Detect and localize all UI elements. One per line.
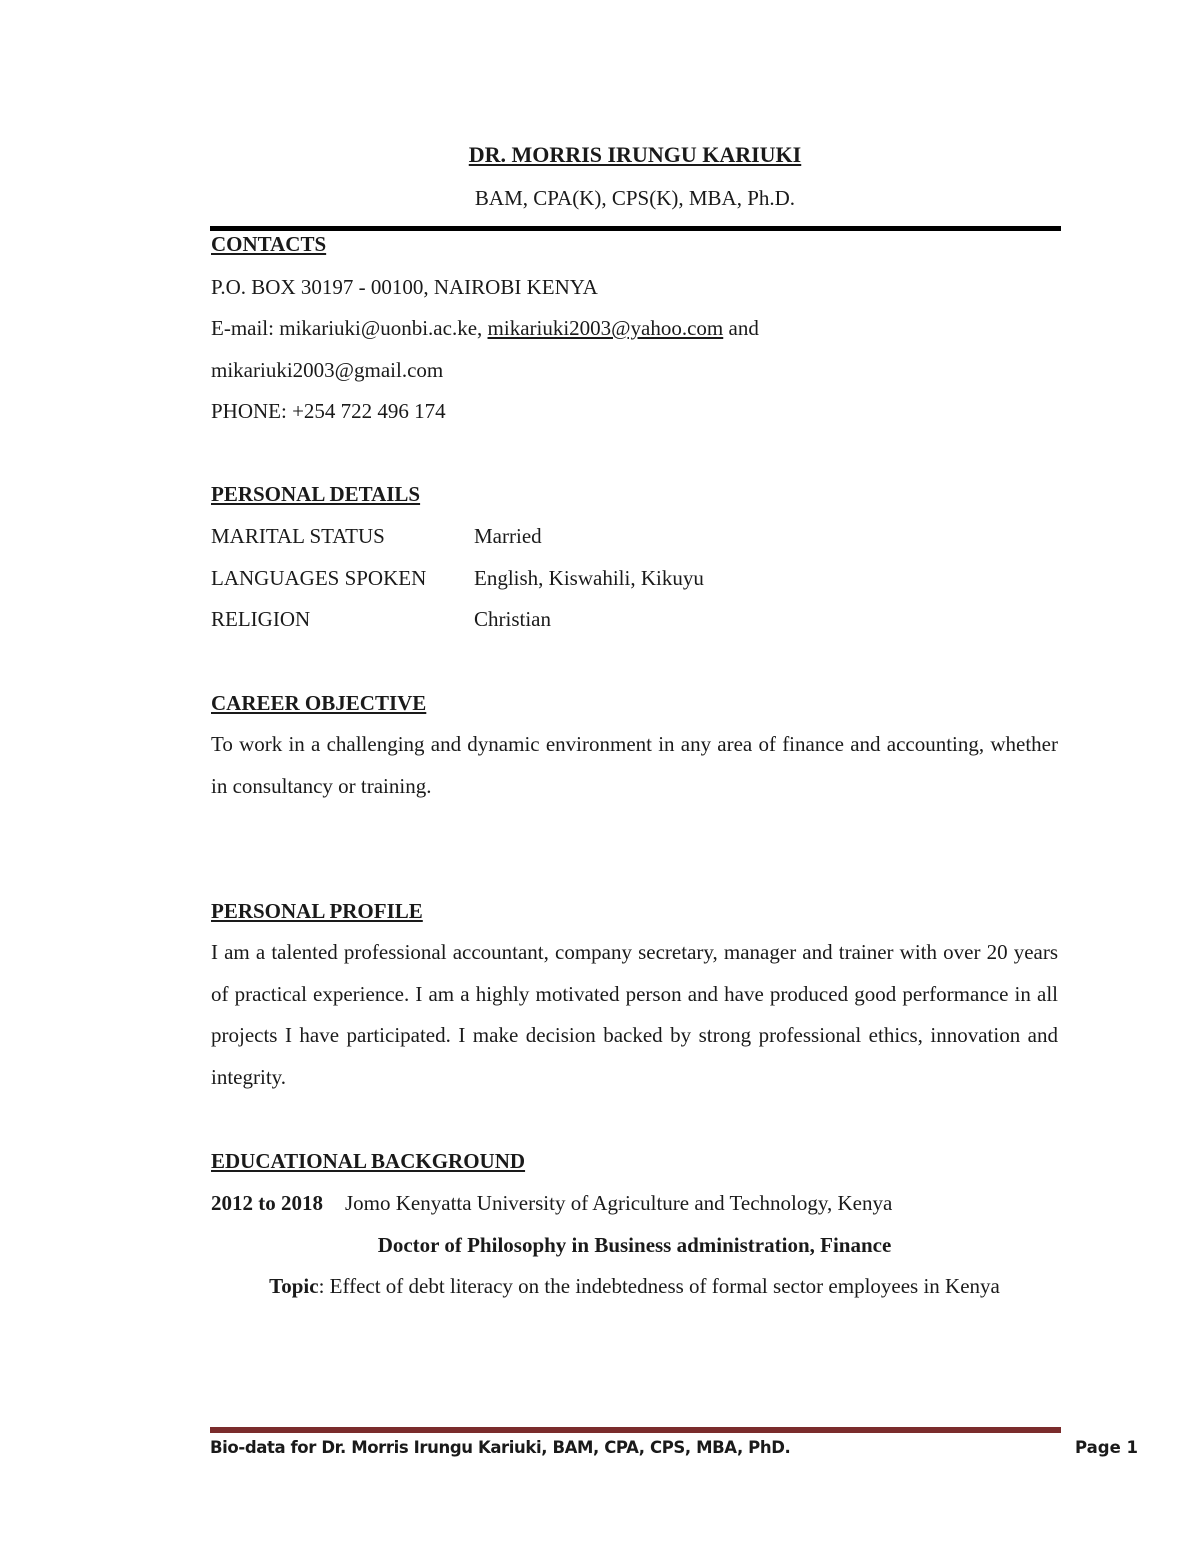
detail-label-languages: LANGUAGES SPOKEN — [211, 566, 427, 590]
career-objective-text: To work in a challenging and dynamic environment in any area of finance and accounting, whether in consultancy or training. — [211, 732, 1058, 798]
education-topic-text: : Effect of debt literacy on the indebtedness of formal sector employees in Kenya — [318, 1274, 1000, 1298]
education-years: 2012 to 2018 — [211, 1191, 323, 1215]
personal-profile-heading: PERSONAL PROFILE — [211, 899, 423, 923]
page-number: Page 1 — [1075, 1438, 1139, 1457]
personal-profile-text: I am a talented professional accountant, company secretary, manager and trainer with over 20 years of practical experience. I am a highly motivated person and have produced good performance in all projects I have participated. I make decision backed by strong professional ethics, innovation and integrity. — [211, 940, 1058, 1089]
career-objective-heading: CAREER OBJECTIVE — [211, 691, 427, 715]
contact-email-line — [211, 316, 759, 341]
email-uonbi: E-mail: mikariuki@uonbi.ac.ke, — [211, 316, 483, 340]
education-degree: Doctor of Philosophy in Business administration, Finance — [377, 1233, 892, 1257]
email-yahoo-link[interactable]: mikariuki2003@yahoo.com — [487, 316, 724, 340]
email-and: and — [728, 316, 759, 340]
education-topic — [211, 1274, 1058, 1299]
detail-label-marital: MARITAL STATUS — [211, 524, 385, 548]
detail-value-languages: English, Kiswahili, Kikuyu — [474, 566, 704, 590]
personal-details-heading: PERSONAL DETAILS — [211, 482, 421, 506]
detail-value-religion: Christian — [474, 607, 551, 631]
contact-phone: PHONE: +254 722 496 174 — [211, 399, 446, 423]
education-institution: Jomo Kenyatta University of Agriculture and Technology, Kenya — [345, 1191, 893, 1215]
email-gmail: mikariuki2003@gmail.com — [211, 358, 444, 382]
contact-address: P.O. BOX 30197 - 00100, NAIROBI KENYA — [211, 275, 598, 299]
detail-label-religion: RELIGION — [211, 607, 311, 631]
candidate-qualifications: BAM, CPA(K), CPS(K), MBA, Ph.D. — [474, 186, 796, 210]
education-entry — [211, 1191, 892, 1216]
candidate-name: DR. MORRIS IRUNGU KARIUKI — [468, 142, 802, 167]
footer-divider — [210, 1427, 1061, 1433]
detail-value-marital: Married — [474, 524, 542, 548]
header-divider — [210, 226, 1061, 231]
education-heading: EDUCATIONAL BACKGROUND — [211, 1149, 526, 1173]
contacts-heading: CONTACTS — [211, 232, 327, 256]
footer-title: Bio-data for Dr. Morris Irungu Kariuki, BAM, CPA, CPS, MBA, PhD. — [210, 1438, 791, 1457]
education-topic-label: Topic — [269, 1274, 319, 1298]
